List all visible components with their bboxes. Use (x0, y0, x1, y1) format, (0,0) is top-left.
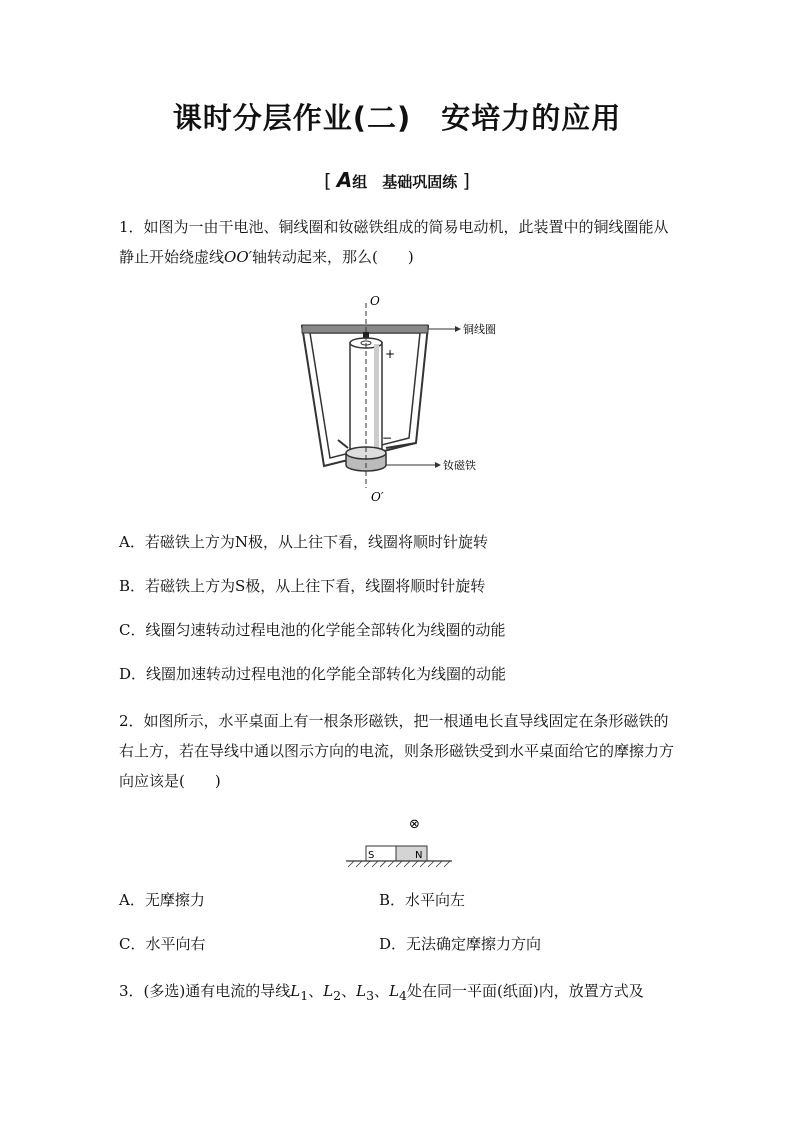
group-label: 组 基础巩固练 (352, 173, 458, 191)
pole-n: N (415, 850, 423, 861)
question-2-stem: 2．如图所示，水平桌面上有一根条形磁铁，把一根通电长直导线固定在条形磁铁的右上方，若在导线中通以图示方向的电流，则条形磁铁受到水平桌面给它的摩擦力方向应该是( ) (119, 712, 675, 790)
page-title (0, 96, 794, 137)
motor-figure (290, 288, 510, 513)
label-minus: − (382, 431, 393, 445)
q1-option-d: D．线圈加速转动过程电池的化学能全部转化为线圈的动能 (119, 665, 507, 683)
label-copper-coil: 铜线圈 (463, 323, 496, 336)
q1-option-a: A．若磁铁上方为N极，从上往下看，线圈将顺时针旋转 (119, 533, 488, 551)
q2-option-c: C．水平向右 (119, 935, 206, 953)
magnet-figure (340, 812, 460, 872)
question-1-stem: 1．如图为一由干电池、铜线圈和钕磁铁组成的简易电动机，此装置中的铜线圈能从静止开始绕虚线OO′轴转动起来，那么( ) (119, 218, 669, 266)
title-sub: 安培力的应用 (441, 101, 622, 135)
axis-label-o-prime: O′ (371, 490, 384, 504)
question-3-stem: 3．(多选)通有电流的导线$L_1$、$L_2$、$L_3$、$L_4$处在同一平面(纸面)内，放置方式及 (119, 982, 644, 1003)
q1-option-c: C．线圈匀速转动过程电池的化学能全部转化为线圈的动能 (119, 621, 506, 639)
label-plus: + (385, 347, 396, 361)
label-magnet: 钕磁铁 (443, 459, 476, 472)
axis-label-o: O (370, 294, 380, 308)
group-letter: A (336, 168, 353, 192)
q2-option-a: A．无摩擦力 (119, 891, 205, 909)
title-main: 课时分层作业(二) (172, 101, 412, 135)
pole-s: S (368, 850, 375, 861)
q2-option-d: D．无法确定摩擦力方向 (379, 935, 542, 953)
q2-option-b: B．水平向左 (379, 891, 466, 909)
current-into-page-icon: ⊗ (409, 817, 420, 832)
group-heading: [ A组 基础巩固练 ] (324, 168, 470, 192)
q1-option-b: B．若磁铁上方为S极，从上往下看，线圈将顺时针旋转 (119, 577, 486, 595)
